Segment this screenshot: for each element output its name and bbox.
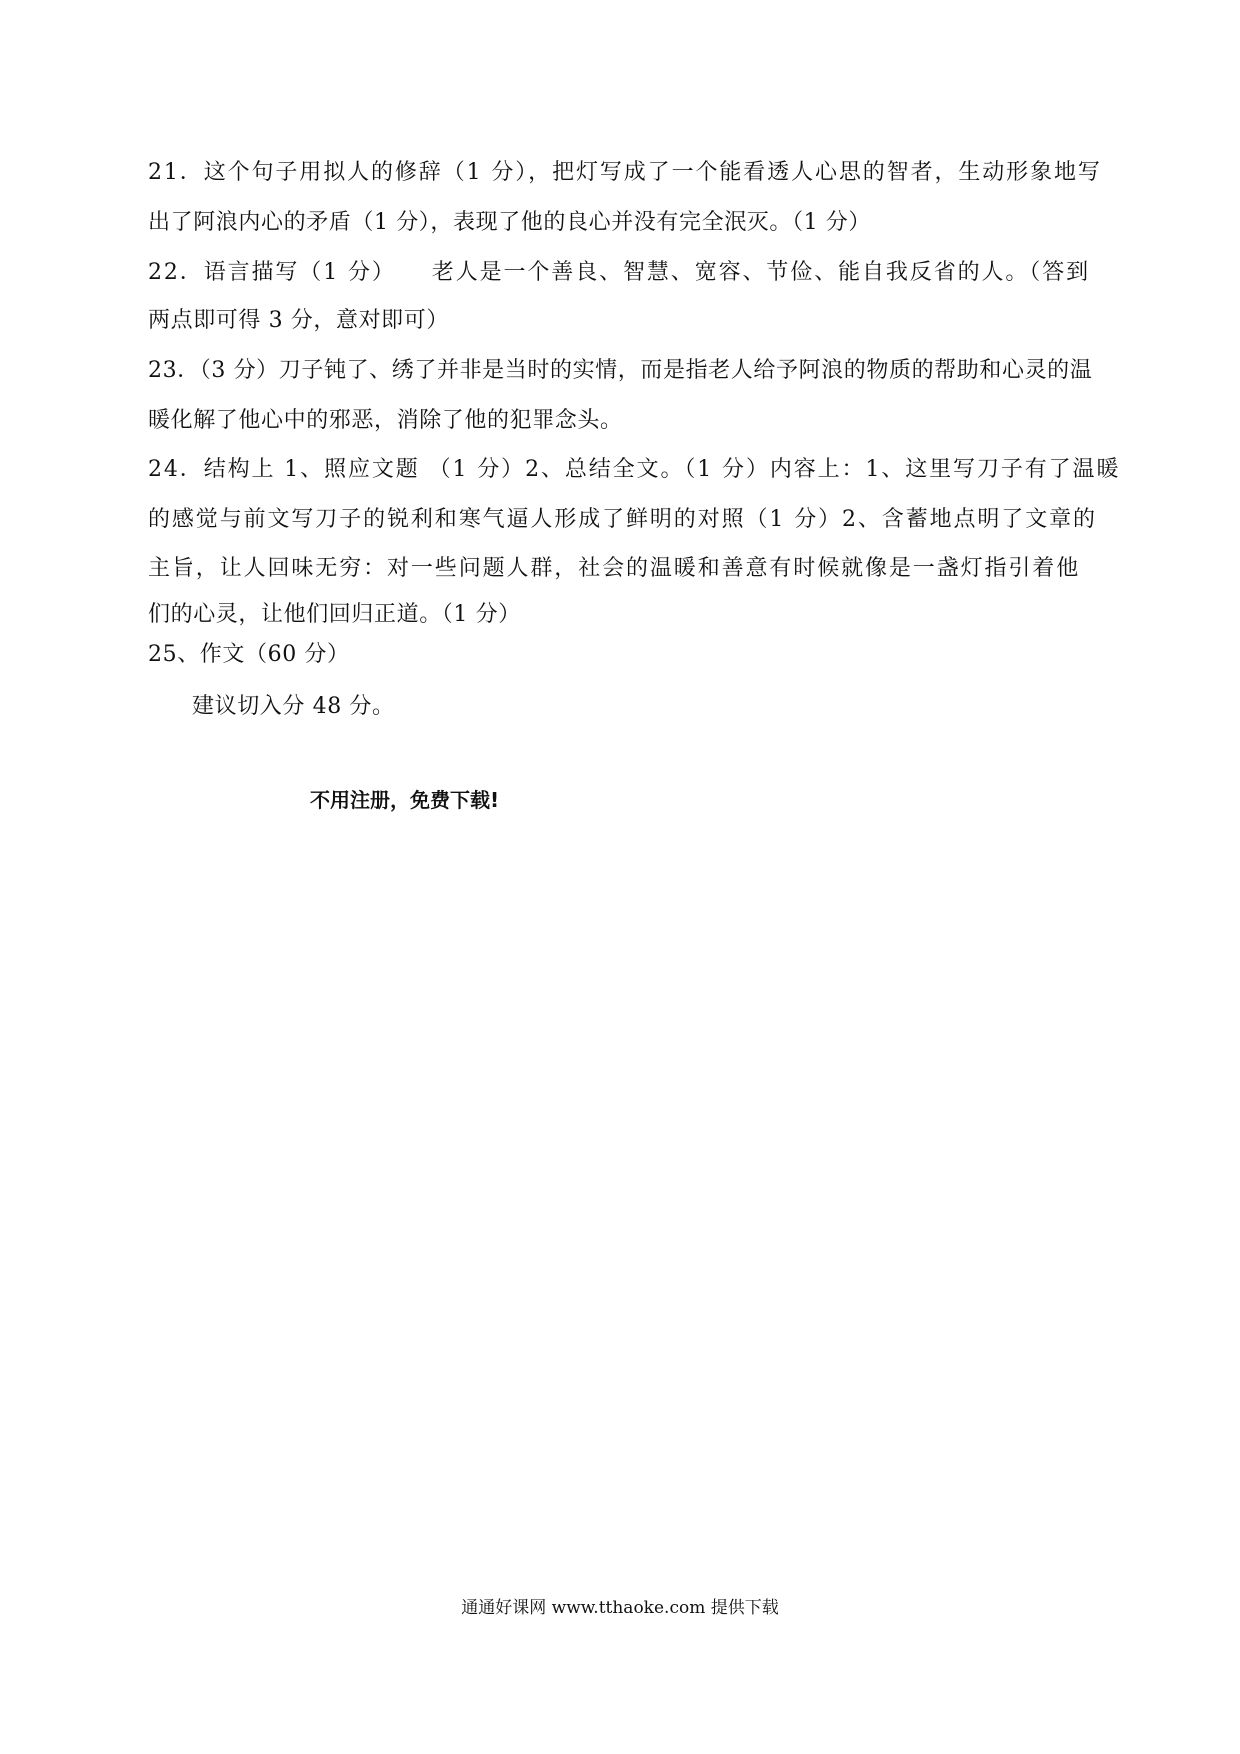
answer-23-line-2: 暖化解了他心中的邪恶，消除了他的犯罪念头。 [148, 408, 623, 433]
answer-24-line-1: 24．结构上 1、照应文题 （1 分）2、总结全文。（1 分）内容上：1、这里写刀子有了温暖 [148, 457, 1121, 482]
answer-21-line-2: 出了阿浪内心的矛盾（1 分），表现了他的良心并没有完全泯灭。（1 分） [148, 210, 871, 235]
answer-24-line-2: 的感觉与前文写刀子的锐利和寒气逼人形成了鲜明的对照（1 分）2、含蓄地点明了文章的 [148, 507, 1097, 532]
answer-24-line-3: 主旨，让人回味无穷：对一些问题人群，社会的温暖和善意有时候就像是一盏灯指引着他 [148, 556, 1081, 581]
answer-22-line-1 [148, 258, 1090, 288]
answer-22-label: 22．语言描写（1 分） [148, 260, 396, 285]
answer-23-line-1: 23．（3 分）刀子钝了、绣了并非是当时的实情，而是指老人给予阿浪的物质的帮助和心灵的温 [148, 358, 1093, 383]
answer-22-line-2: 两点即可得 3 分，意对即可） [148, 308, 449, 333]
answer-25-line-1: 25、作文（60 分） [148, 642, 350, 667]
page-footer: 通通好课网 www.tthaoke.com 提供下载 [461, 1598, 779, 1618]
answer-25-line-2: 建议切入分 48 分。 [192, 694, 395, 719]
answer-21-line-1: 21．这个句子用拟人的修辞（1 分），把灯写成了一个能看透人心思的智者，生动形象地写 [148, 160, 1102, 185]
promo-text: 不用注册，免费下载! [310, 788, 500, 812]
answer-24-line-4: 们的心灵，让他们回归正道。（1 分） [148, 602, 521, 627]
answer-22-text: 老人是一个善良、智慧、宽容、节俭、能自我反省的人。（答到 [431, 260, 1090, 285]
